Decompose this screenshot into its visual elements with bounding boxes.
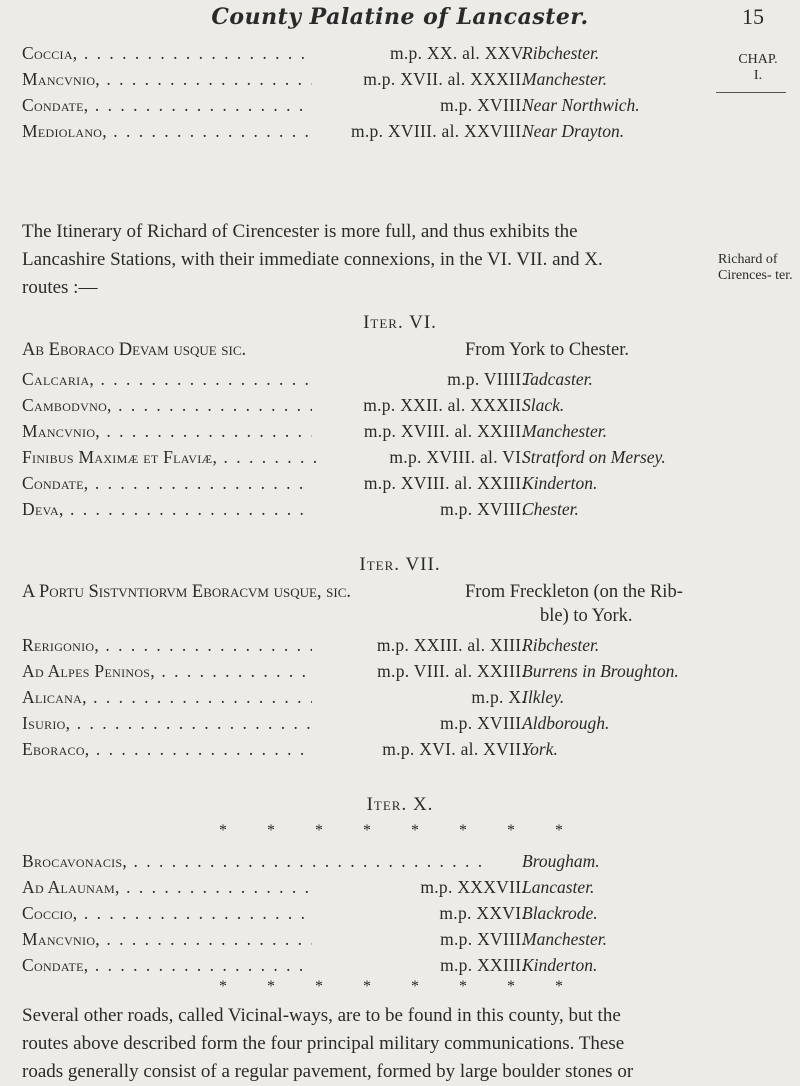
station-place: Manchester. (522, 421, 608, 441)
station-name: Deva, . . (22, 496, 312, 522)
iter-vi-english: From York to Chester. (465, 340, 629, 360)
page-number: 15 (742, 4, 764, 29)
chapter-label: CHAP. (738, 52, 778, 67)
station-place: Burrens in Broughton. (522, 661, 679, 681)
station-name: Ad Alaunam, . . (22, 874, 312, 900)
station-name: Condate, . . (22, 470, 312, 496)
station-distance: m.p. VIII. al. XXIII. (330, 658, 526, 684)
station-place: Stratford on Mersey. (522, 447, 666, 467)
station-distance: m.p. XVIII. al. VI. (330, 444, 526, 470)
closing-line-2: routes above described form the four principal military communications. These (22, 1033, 625, 1054)
station-name: Calcaria, . . (22, 366, 312, 392)
iter-vii-latin: A Portu Sistvntiorvm Eboracvm usque, sic. (22, 582, 352, 602)
station-row (0, 710, 800, 736)
iter-x-heading: Iter. X. (366, 794, 434, 815)
chapter-number: I. (753, 68, 763, 83)
station-row (0, 444, 800, 470)
station-place: Kinderton. (522, 473, 598, 493)
station-place: Ribchester. (522, 43, 600, 63)
station-distance: m.p. XVIII. (330, 710, 526, 736)
station-place: Near Northwich. (522, 95, 640, 115)
station-distance: m.p. XXIII. al. XIII. (330, 632, 526, 658)
station-distance: m.p. XVIII. (330, 92, 526, 118)
omission-stars: * * * * * * * * (219, 822, 581, 839)
station-row (0, 900, 800, 926)
station-place: Aldborough. (522, 713, 610, 733)
station-row (0, 848, 800, 874)
station-place: Tadcaster. (522, 369, 593, 389)
station-place: York. (522, 739, 558, 759)
station-distance: m.p. XXII. al. XXXII. (330, 392, 526, 418)
station-row (0, 496, 800, 522)
station-distance: m.p. XVIII. al. XXIII. (330, 418, 526, 444)
omission-stars-end: * * * * * * * * (219, 978, 581, 995)
station-row (0, 952, 800, 978)
station-place: Manchester. (522, 929, 608, 949)
running-title: County Palatine of Lancaster. (211, 4, 589, 30)
station-distance: m.p. X. (330, 684, 526, 710)
station-distance: m.p. XVIII. (330, 496, 526, 522)
station-name: Mancvnio, . . (22, 926, 312, 952)
station-distance: m.p. XXXVII. (330, 874, 526, 900)
closing-line-1: Several other roads, called Vicinal-ways, are to be found in this county, but the (22, 1005, 621, 1026)
station-name: Coccia, . . (22, 40, 312, 66)
station-row (0, 658, 800, 684)
station-distance: m.p. XXVI. (330, 900, 526, 926)
station-place: Slack. (522, 395, 565, 415)
station-row (0, 874, 800, 900)
station-row (0, 736, 800, 762)
station-row (0, 418, 800, 444)
station-name: Condate, . . (22, 952, 312, 978)
station-row (0, 366, 800, 392)
station-place: Brougham. (522, 851, 600, 871)
station-place: Ilkley. (522, 687, 565, 707)
station-name: Cambodvno, . . (22, 392, 312, 418)
station-name: Mancvnio, . . (22, 66, 312, 92)
station-row (0, 632, 800, 658)
iter-vii-english-2: ble) to York. (540, 606, 633, 626)
station-name: Mancvnio, . . (22, 418, 312, 444)
intro-line-1: The Itinerary of Richard of Cirencester is more full, and thus exhibits the (22, 221, 578, 242)
station-place: Kinderton. (522, 955, 598, 975)
station-row (0, 470, 800, 496)
station-distance: m.p. XVIII. al. XXIII. (330, 470, 526, 496)
station-row (0, 392, 800, 418)
station-name: Isurio, . . (22, 710, 312, 736)
station-row (0, 684, 800, 710)
station-row (0, 92, 800, 118)
station-row (0, 926, 800, 952)
station-row (0, 40, 800, 66)
station-row (0, 66, 800, 92)
station-place: Lancaster. (522, 877, 595, 897)
station-distance: m.p. XVI. al. XVII. (330, 736, 526, 762)
station-distance: m.p. XVII. al. XXXII. (330, 66, 526, 92)
station-name: Rerigonio, . . (22, 632, 312, 658)
intro-line-3: routes :— (22, 277, 98, 298)
station-name: Mediolano, . . (22, 118, 312, 144)
station-name: Eboraco, . . (22, 736, 312, 762)
station-name: Alicana, . . (22, 684, 312, 710)
station-place: Manchester. (522, 69, 608, 89)
station-place: Near Drayton. (522, 121, 625, 141)
station-distance: m.p. XVIII. (330, 926, 526, 952)
iter-vi-latin: Ab Eboraco Devam usque sic. (22, 340, 247, 360)
station-place: Ribchester. (522, 635, 600, 655)
closing-line-3: roads generally consist of a regular pavement, formed by large boulder stones or (22, 1061, 634, 1082)
iter-vii-english-1: From Freckleton (on the Rib- (465, 582, 683, 602)
iter-vii-heading: Iter. VII. (359, 554, 441, 575)
station-place: Blackrode. (522, 903, 598, 923)
station-name: Brocavonacis, . . (22, 848, 522, 874)
iter-vi-heading: Iter. VI. (363, 312, 437, 333)
intro-line-2: Lancashire Stations, with their immediate connexions, in the VI. VII. and X. (22, 249, 603, 270)
station-distance: m.p. XXIII. (330, 952, 526, 978)
page-header (0, 4, 800, 40)
station-distance: m.p. XX. al. XXV. (330, 40, 526, 66)
station-name: Coccio, . . (22, 900, 312, 926)
station-name: Ad Alpes Peninos, . . (22, 658, 312, 684)
station-name: Finibus Maximæ et Flaviæ, . . (22, 444, 322, 470)
station-row (0, 118, 800, 144)
station-place: Chester. (522, 499, 579, 519)
station-distance: m.p. XVIII. al. XXVIII. (330, 118, 526, 144)
station-name: Condate, . . (22, 92, 312, 118)
station-distance: m.p. VIIII. (330, 366, 526, 392)
margin-note-richard: Richard of Cirences- ter. (718, 252, 793, 283)
